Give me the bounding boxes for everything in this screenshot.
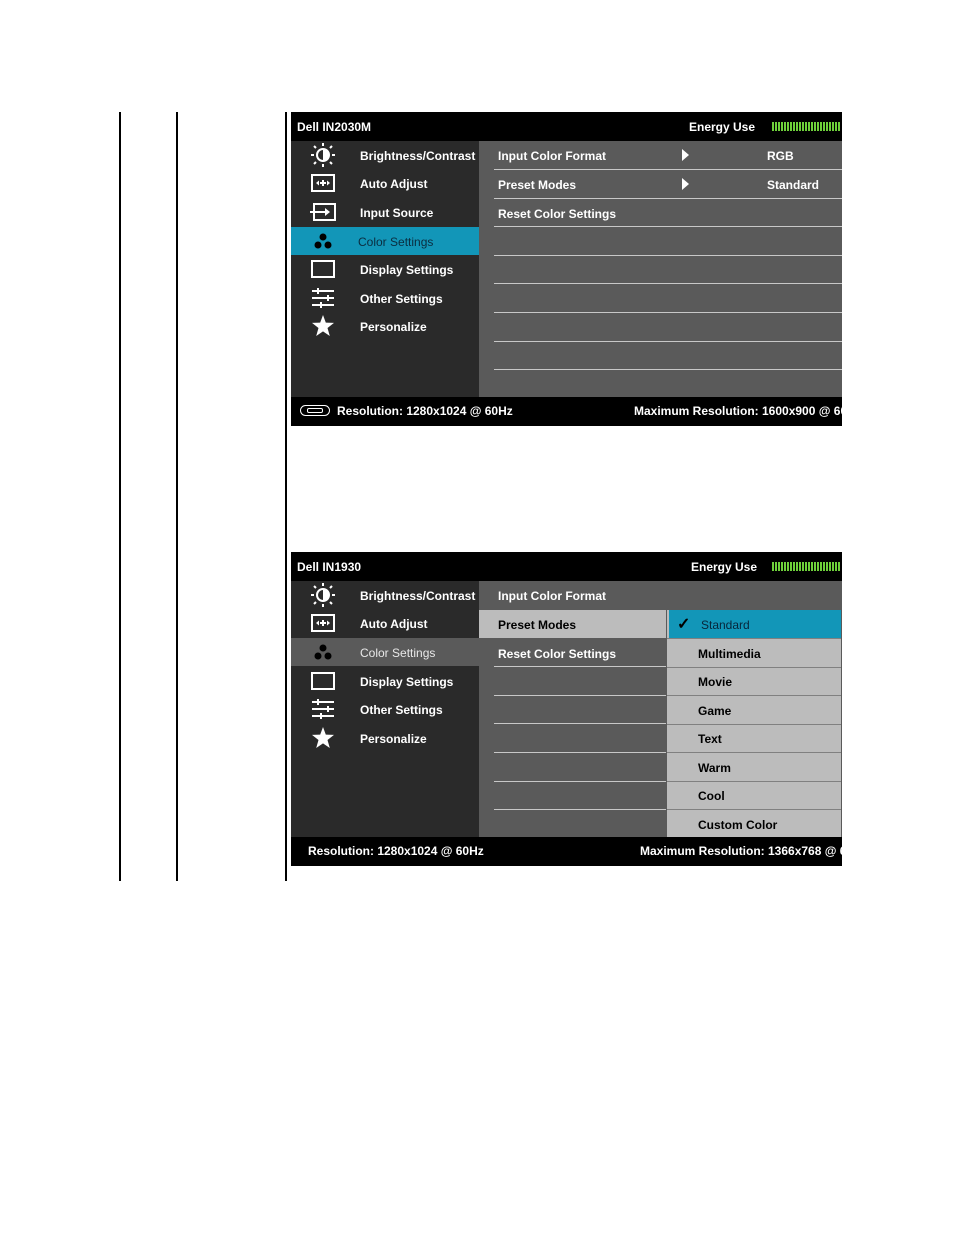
row-input-color-format[interactable] (479, 581, 842, 609)
menu-item-brightness-contrast[interactable] (291, 581, 479, 609)
menu-item-personalize[interactable] (291, 312, 479, 340)
display-settings-icon (311, 258, 335, 280)
preset-label: Cool (698, 789, 725, 803)
row-reset-color-settings[interactable] (479, 199, 842, 227)
star-icon (311, 727, 335, 749)
preset-item-custom-color[interactable] (667, 810, 841, 838)
preset-item-warm[interactable] (667, 753, 841, 781)
preset-label: Warm (698, 761, 731, 775)
menu-label: Other Settings (360, 703, 443, 717)
row-label: Reset Color Settings (498, 207, 617, 221)
menu-label: Personalize (360, 320, 427, 334)
menu-item-color-settings[interactable] (291, 227, 479, 255)
brightness-icon (311, 584, 335, 606)
menu-item-display-settings[interactable] (291, 255, 479, 283)
current-resolution: Resolution: 1280x1024 @ 60Hz (337, 404, 513, 418)
divider (494, 809, 666, 810)
max-resolution: Maximum Resolution: 1366x768 @ 60Hz (640, 844, 868, 858)
row-value: Standard (767, 178, 820, 192)
display-settings-icon (311, 670, 335, 692)
menu-label: Other Settings (360, 292, 443, 306)
preset-label: Game (698, 704, 732, 718)
menu-item-other-settings[interactable] (291, 695, 479, 723)
energy-use-label: Energy Use (691, 560, 758, 574)
divider (494, 723, 666, 724)
energy-meter (772, 122, 840, 131)
menu-label: Color Settings (358, 235, 434, 249)
menu-label: Auto Adjust (360, 617, 428, 631)
row-input-color-format[interactable] (479, 141, 842, 169)
menu-item-personalize[interactable] (291, 724, 479, 752)
row-preset-modes[interactable] (479, 610, 666, 638)
divider (494, 255, 842, 256)
preset-item-multimedia[interactable] (667, 639, 841, 667)
divider (494, 666, 666, 667)
menu-item-input-source[interactable] (291, 198, 479, 226)
osd-submenu-panel (479, 581, 842, 837)
preset-item-game[interactable] (667, 696, 841, 724)
menu-item-auto-adjust[interactable] (291, 609, 479, 637)
preset-item-cool[interactable] (667, 781, 841, 809)
menu-label: Color Settings (360, 646, 436, 660)
row-label: Reset Color Settings (498, 647, 617, 661)
osd-screenshot-in1930 (291, 552, 868, 866)
osd-title-bar (291, 112, 842, 141)
menu-item-brightness-contrast[interactable] (291, 141, 479, 169)
color-settings-icon (311, 230, 335, 252)
row-label: Preset Modes (498, 178, 577, 192)
arrow-right-icon (682, 149, 689, 161)
preset-item-standard[interactable] (669, 610, 841, 638)
preset-item-movie[interactable] (667, 667, 841, 695)
divider (494, 226, 842, 227)
divider (494, 781, 666, 782)
checkmark-icon: ✓ (677, 616, 691, 633)
monitor-model-title: Dell IN2030M (297, 120, 372, 134)
divider (494, 369, 842, 370)
menu-label: Display Settings (360, 263, 454, 277)
osd-footer (291, 837, 868, 866)
row-label: Input Color Format (498, 149, 606, 163)
menu-label: Input Source (360, 206, 434, 220)
page-rule-2 (176, 112, 178, 881)
menu-item-other-settings[interactable] (291, 284, 479, 312)
row-label: Preset Modes (498, 618, 577, 632)
auto-adjust-icon (311, 172, 335, 194)
divider (494, 283, 842, 284)
preset-item-text[interactable] (667, 724, 841, 752)
preset-modes-list (667, 610, 841, 837)
preset-label: Custom Color (698, 818, 778, 832)
osd-screenshot-in2030m (291, 112, 862, 426)
max-resolution: Maximum Resolution: 1600x900 @ 60Hz (634, 404, 862, 418)
osd-main-menu (291, 581, 479, 837)
divider (494, 752, 666, 753)
preset-label: Multimedia (698, 647, 761, 661)
divider (494, 312, 842, 313)
menu-label: Personalize (360, 732, 427, 746)
menu-label: Brightness/Contrast (360, 589, 476, 603)
current-resolution: Resolution: 1280x1024 @ 60Hz (308, 844, 484, 858)
row-value: RGB (767, 149, 794, 163)
row-label: Input Color Format (498, 589, 606, 603)
monitor-model-title: Dell IN1930 (297, 560, 362, 574)
menu-label: Auto Adjust (360, 177, 428, 191)
menu-item-auto-adjust[interactable] (291, 169, 479, 197)
osd-main-menu (291, 141, 479, 397)
menu-item-display-settings[interactable] (291, 667, 479, 695)
preset-label: Text (698, 732, 722, 746)
input-source-icon (311, 201, 335, 223)
page-rule-3 (285, 112, 287, 881)
energy-meter (772, 562, 840, 571)
osd-footer (291, 397, 862, 426)
divider (494, 341, 842, 342)
star-icon (311, 315, 335, 337)
arrow-right-icon (682, 178, 689, 190)
row-preset-modes[interactable] (479, 170, 842, 198)
other-settings-icon (311, 698, 335, 720)
brightness-icon (311, 144, 335, 166)
color-settings-icon (311, 641, 335, 663)
osd-title-bar (291, 552, 842, 581)
energy-use-label: Energy Use (689, 120, 756, 134)
vga-connector-icon (300, 405, 330, 416)
auto-adjust-icon (311, 612, 335, 634)
preset-label: Standard (701, 618, 750, 632)
page-rule-1 (119, 112, 121, 881)
preset-label: Movie (698, 675, 733, 689)
menu-label: Brightness/Contrast (360, 149, 476, 163)
menu-label: Display Settings (360, 675, 454, 689)
menu-item-color-settings[interactable] (291, 638, 479, 666)
divider (494, 695, 666, 696)
osd-submenu-panel (479, 141, 842, 397)
other-settings-icon (311, 287, 335, 309)
